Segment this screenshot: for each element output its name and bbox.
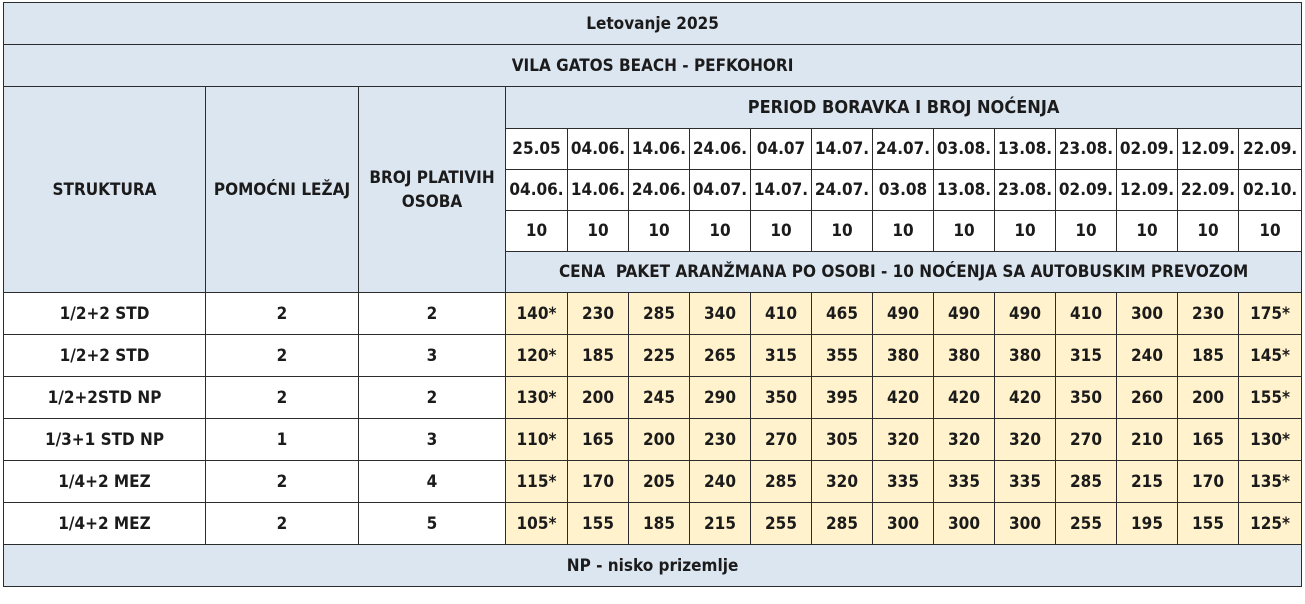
period-to-cell: 02.09. — [1056, 170, 1117, 211]
nights-cell: 10 — [1117, 211, 1178, 252]
price-cell: 315 — [1056, 335, 1117, 377]
period-from-cell: 13.08. — [995, 129, 1056, 170]
period-to-cell: 03.08 — [873, 170, 934, 211]
nights-cell: 10 — [568, 211, 629, 252]
price-cell: 130* — [506, 377, 568, 419]
period-from-cell: 22.09. — [1239, 129, 1302, 170]
struktura-cell: 1/2+2 STD — [4, 293, 206, 335]
nights-cell: 10 — [690, 211, 751, 252]
price-cell: 140* — [506, 293, 568, 335]
price-cell: 335 — [873, 461, 934, 503]
header-broj-plativih-osoba: BROJ PLATIVIH OSOBA — [359, 87, 506, 293]
price-cell: 115* — [506, 461, 568, 503]
nights-cell: 10 — [506, 211, 568, 252]
period-to-cell: 04.07. — [690, 170, 751, 211]
price-cell: 165 — [1178, 419, 1239, 461]
price-cell: 135* — [1239, 461, 1302, 503]
period-to-cell: 22.09. — [1178, 170, 1239, 211]
price-cell: 145* — [1239, 335, 1302, 377]
price-cell: 185 — [629, 503, 690, 545]
price-cell: 230 — [690, 419, 751, 461]
price-cell: 205 — [629, 461, 690, 503]
price-table — [3, 2, 1302, 587]
price-cell: 300 — [873, 503, 934, 545]
price-cell: 185 — [568, 335, 629, 377]
price-cell: 175* — [1239, 293, 1302, 335]
price-cell: 410 — [1056, 293, 1117, 335]
period-to-cell: 04.06. — [506, 170, 568, 211]
price-cell: 490 — [873, 293, 934, 335]
nights-cell: 10 — [812, 211, 873, 252]
nights-cell: 10 — [1056, 211, 1117, 252]
period-from-cell: 02.09. — [1117, 129, 1178, 170]
price-cell: 315 — [751, 335, 812, 377]
price-cell: 395 — [812, 377, 873, 419]
price-cell: 410 — [751, 293, 812, 335]
broj-osoba-cell: 3 — [359, 419, 506, 461]
period-from-cell: 23.08. — [1056, 129, 1117, 170]
header-period: PERIOD BORAVKA I BROJ NOĆENJA — [506, 87, 1302, 129]
price-cell: 245 — [629, 377, 690, 419]
price-cell: 255 — [1056, 503, 1117, 545]
struktura-cell: 1/4+2 MEZ — [4, 503, 206, 545]
period-from-cell: 24.06. — [690, 129, 751, 170]
price-cell: 420 — [995, 377, 1056, 419]
period-to-cell: 02.10. — [1239, 170, 1302, 211]
price-cell: 130* — [1239, 419, 1302, 461]
price-cell: 465 — [812, 293, 873, 335]
price-cell: 380 — [873, 335, 934, 377]
price-cell: 240 — [690, 461, 751, 503]
price-cell: 125* — [1239, 503, 1302, 545]
table-row — [4, 503, 1302, 545]
table-row — [4, 377, 1302, 419]
period-from-cell: 25.05 — [506, 129, 568, 170]
period-from-cell: 14.07. — [812, 129, 873, 170]
price-cell: 155 — [1178, 503, 1239, 545]
price-cell: 210 — [1117, 419, 1178, 461]
broj-osoba-cell: 2 — [359, 293, 506, 335]
nights-cell: 10 — [751, 211, 812, 252]
broj-osoba-cell: 4 — [359, 461, 506, 503]
price-cell: 490 — [995, 293, 1056, 335]
hotel-name: VILA GATOS BEACH - PEFKOHORI — [4, 45, 1302, 87]
price-cell: 200 — [1178, 377, 1239, 419]
struktura-cell: 1/4+2 MEZ — [4, 461, 206, 503]
pomocni-lezaj-cell: 2 — [206, 293, 359, 335]
price-cell: 215 — [690, 503, 751, 545]
period-from-cell: 03.08. — [934, 129, 995, 170]
price-cell: 300 — [934, 503, 995, 545]
price-cell: 420 — [873, 377, 934, 419]
header-cena: CENA PAKET ARANŽMANA PO OSOBI - 10 NOĆENJA SA AUTOBUSKIM PREVOZOM — [506, 252, 1302, 293]
price-cell: 265 — [690, 335, 751, 377]
price-cell: 420 — [934, 377, 995, 419]
nights-cell: 10 — [1178, 211, 1239, 252]
price-cell: 290 — [690, 377, 751, 419]
period-to-cell: 24.07. — [812, 170, 873, 211]
price-cell: 255 — [751, 503, 812, 545]
price-cell: 335 — [995, 461, 1056, 503]
nights-cell: 10 — [1239, 211, 1302, 252]
broj-osoba-cell: 2 — [359, 377, 506, 419]
price-cell: 165 — [568, 419, 629, 461]
price-cell: 110* — [506, 419, 568, 461]
price-cell: 285 — [1056, 461, 1117, 503]
table-row — [4, 335, 1302, 377]
period-from-cell: 24.07. — [873, 129, 934, 170]
price-cell: 185 — [1178, 335, 1239, 377]
price-cell: 380 — [995, 335, 1056, 377]
nights-cell: 10 — [629, 211, 690, 252]
price-cell: 270 — [751, 419, 812, 461]
price-cell: 285 — [812, 503, 873, 545]
period-from-cell: 12.09. — [1178, 129, 1239, 170]
price-cell: 230 — [568, 293, 629, 335]
period-to-cell: 14.07. — [751, 170, 812, 211]
price-cell: 320 — [812, 461, 873, 503]
price-cell: 225 — [629, 335, 690, 377]
price-cell: 155* — [1239, 377, 1302, 419]
table-row — [4, 461, 1302, 503]
nights-cell: 10 — [873, 211, 934, 252]
period-from-cell: 14.06. — [629, 129, 690, 170]
nights-cell: 10 — [934, 211, 995, 252]
price-cell: 170 — [1178, 461, 1239, 503]
price-cell: 230 — [1178, 293, 1239, 335]
price-cell: 195 — [1117, 503, 1178, 545]
price-cell: 270 — [1056, 419, 1117, 461]
period-to-cell: 14.06. — [568, 170, 629, 211]
price-cell: 200 — [568, 377, 629, 419]
price-cell: 285 — [629, 293, 690, 335]
header-pomocni-lezaj: POMOĆNI LEŽAJ — [206, 87, 359, 293]
price-cell: 320 — [934, 419, 995, 461]
price-cell: 170 — [568, 461, 629, 503]
price-cell: 350 — [1056, 377, 1117, 419]
period-from-cell: 04.06. — [568, 129, 629, 170]
price-cell: 320 — [873, 419, 934, 461]
broj-osoba-cell: 3 — [359, 335, 506, 377]
pomocni-lezaj-cell: 2 — [206, 461, 359, 503]
price-cell: 215 — [1117, 461, 1178, 503]
footnote: NP - nisko prizemlje — [4, 545, 1302, 587]
struktura-cell: 1/2+2 STD — [4, 335, 206, 377]
price-cell: 350 — [751, 377, 812, 419]
period-to-cell: 24.06. — [629, 170, 690, 211]
price-cell: 240 — [1117, 335, 1178, 377]
period-to-cell: 13.08. — [934, 170, 995, 211]
price-cell: 490 — [934, 293, 995, 335]
struktura-cell: 1/3+1 STD NP — [4, 419, 206, 461]
price-cell: 380 — [934, 335, 995, 377]
period-to-cell: 12.09. — [1117, 170, 1178, 211]
price-cell: 335 — [934, 461, 995, 503]
table-title: Letovanje 2025 — [4, 3, 1302, 45]
nights-cell: 10 — [995, 211, 1056, 252]
broj-osoba-cell: 5 — [359, 503, 506, 545]
price-cell: 340 — [690, 293, 751, 335]
price-cell: 300 — [1117, 293, 1178, 335]
price-cell: 155 — [568, 503, 629, 545]
price-cell: 200 — [629, 419, 690, 461]
period-from-cell: 04.07 — [751, 129, 812, 170]
price-cell: 105* — [506, 503, 568, 545]
price-cell: 300 — [995, 503, 1056, 545]
pomocni-lezaj-cell: 2 — [206, 377, 359, 419]
price-cell: 120* — [506, 335, 568, 377]
pomocni-lezaj-cell: 2 — [206, 503, 359, 545]
price-cell: 355 — [812, 335, 873, 377]
period-to-cell: 23.08. — [995, 170, 1056, 211]
table-row — [4, 293, 1302, 335]
table-row — [4, 419, 1302, 461]
footnote-row — [4, 545, 1302, 587]
price-cell: 320 — [995, 419, 1056, 461]
pomocni-lezaj-cell: 2 — [206, 335, 359, 377]
pomocni-lezaj-cell: 1 — [206, 419, 359, 461]
price-cell: 305 — [812, 419, 873, 461]
header-struktura: STRUKTURA — [4, 87, 206, 293]
price-cell: 285 — [751, 461, 812, 503]
price-cell: 260 — [1117, 377, 1178, 419]
struktura-cell: 1/2+2STD NP — [4, 377, 206, 419]
